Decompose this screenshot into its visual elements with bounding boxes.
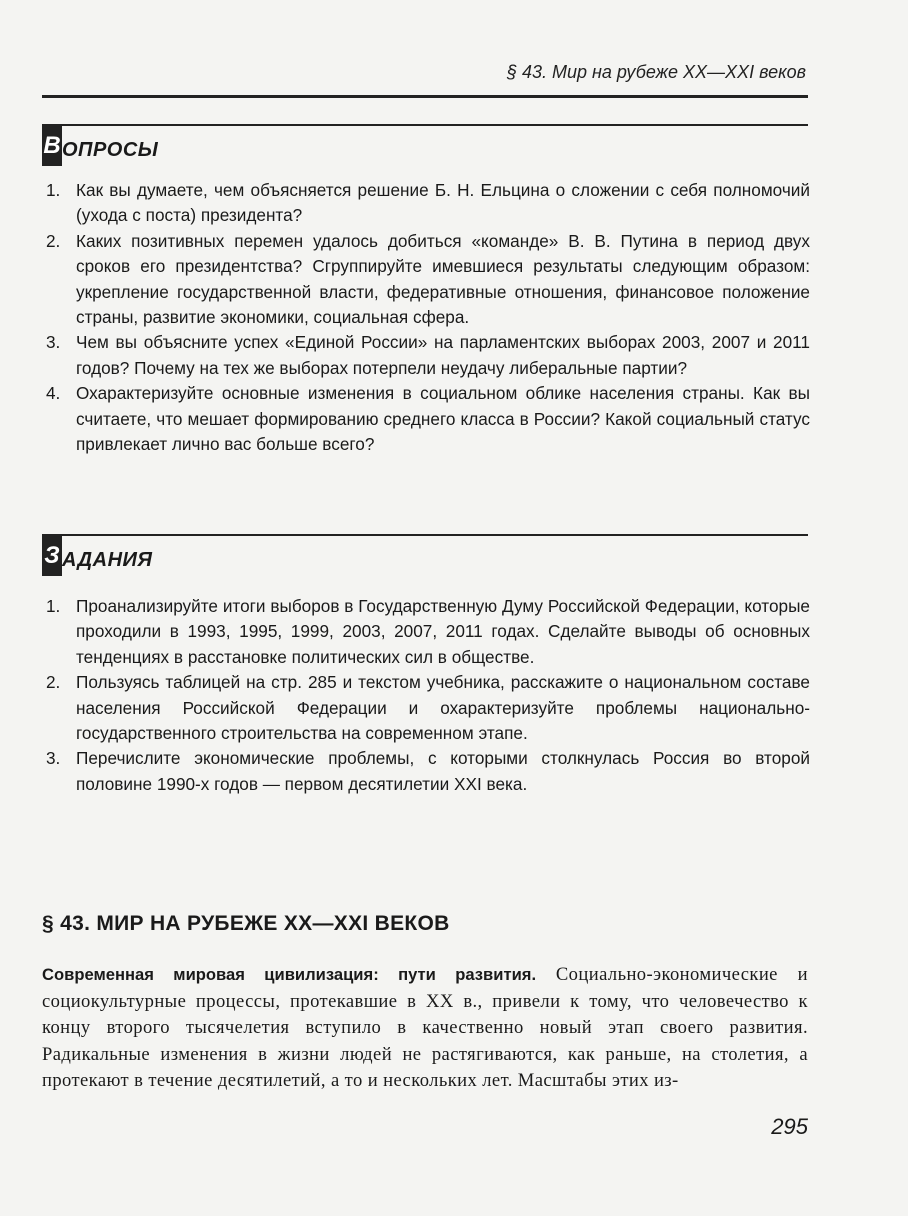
item-number: 3.: [46, 332, 61, 353]
item-number: 1.: [46, 180, 61, 200]
task-item: [42, 670, 810, 746]
question-item: [42, 229, 810, 331]
question-item: [42, 381, 810, 457]
section-title: § 43. МИР НА РУБЕЖЕ XX—XXI ВЕКОВ: [42, 912, 450, 935]
running-head: § 43. Мир на рубеже XX—XXI веков: [506, 62, 806, 82]
item-number: 1.: [46, 596, 61, 616]
header-rule: [42, 95, 808, 98]
section-text: Социально-экономические и социокультурные процессы, протекавшие в XX в., привели к тому, что человечество к концу второго тысячелетия вступило в качественно новый этап своего развития. Радикальные изменения в жизни людей не растягиваются, как раньше, на столетия, а протекают в течение десятилетий, а то и нескольких лет. Масштабы этих из-: [42, 964, 808, 1092]
questions-initial: В: [42, 126, 62, 166]
page-number: 295: [771, 1114, 808, 1139]
item-number: 3.: [46, 748, 61, 769]
item-number: 4.: [46, 383, 61, 404]
item-text: Чем вы объясните успех «Единой России» на парламентских выборах 2003, 2007 и 2011 годов? Почему на тех же выборах потерпели неудачу либеральные партии?: [76, 332, 810, 378]
item-text: Перечислите экономические проблемы, с которыми столкнулась Россия во второй половине 1990-х годов — первом десятилетии XXI века.: [76, 748, 810, 794]
tasks-heading-text: АДАНИЯ: [62, 549, 153, 571]
tasks-heading: [42, 536, 152, 576]
question-item: [42, 330, 810, 381]
tasks-list: [42, 594, 810, 797]
questions-list: [42, 178, 810, 457]
item-number: 2.: [46, 672, 61, 693]
section-lead: Современная мировая цивилизация: пути развития.: [42, 965, 537, 984]
tasks-initial: З: [42, 536, 62, 576]
item-text: Как вы думаете, чем объясняется решение Б. Н. Ельцина о сложении с себя полномочий (ухода с поста) президента?: [76, 180, 810, 226]
question-item: [42, 178, 810, 229]
questions-heading: [42, 126, 158, 166]
tasks-rule: [42, 534, 808, 536]
item-text: Проанализируйте итоги выборов в Государственную Думу Российской Федерации, которые проходили в 1993, 1995, 1999, 2003, 2007, 2011 годах. Сделайте выводы об основных тенденциях в расстановке политических сил в обществе.: [76, 596, 810, 667]
item-number: 2.: [46, 230, 61, 251]
section-body: [42, 962, 808, 1095]
item-text: Пользуясь таблицей на стр. 285 и текстом учебника, расскажите о национальном составе населения Российской Федерации и охарактеризуйте проблемы национально-государственного строительства на современном этапе.: [76, 672, 810, 744]
questions-heading-text: ОПРОСЫ: [62, 139, 159, 161]
task-item: [42, 594, 810, 670]
item-text: Каких позитивных перемен удалось добиться «команде» В. В. Путина в период двух сроков его президентства? Сгруппируйте имевшиеся результаты следующим образом: укрепление государственной власти, федеративные отношения, финансовое положение страны, развитие экономики, социальная сфера.: [76, 230, 810, 328]
item-text: Охарактеризуйте основные изменения в социальном облике населения страны. Как вы считаете, что мешает формированию среднего класса в России? Какой социальный статус привлекает лично вас больше всего?: [76, 383, 810, 455]
task-item: [42, 746, 810, 797]
